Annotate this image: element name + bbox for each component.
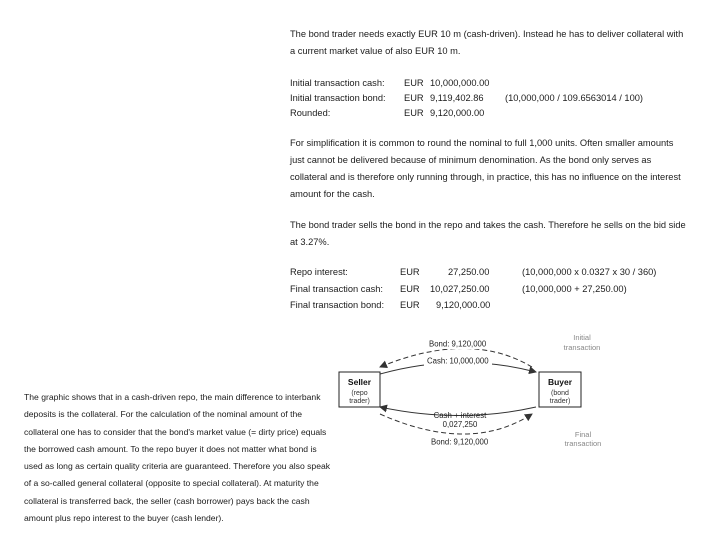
- initial-transaction-label-2: transaction: [563, 343, 601, 352]
- calc-label: Repo interest:: [290, 267, 348, 277]
- calc-label: Final transaction cash:: [290, 284, 384, 294]
- calc-amount: 27,250.00: [448, 267, 490, 277]
- calc-amount: 9,119,402.86: [430, 93, 484, 103]
- final-transaction-label: Final: [574, 430, 592, 439]
- calc-label: Initial transaction bond:: [290, 93, 386, 103]
- calc-currency: EUR: [404, 108, 424, 118]
- final-transaction-label-2: transaction: [564, 439, 602, 448]
- buyer-label: Buyer: [547, 377, 573, 387]
- calc-amount: 10,027,250.00: [430, 284, 490, 294]
- graphic-explanation: The graphic shows that in a cash-driven repo, the main difference to interbank deposits is the collateral. For the calculation of the nominal amount of the collateral one has to consider that the bond's market value (= dirty price) equals the borrowed cash amount. To the repo buyer it does not matter what bond is used as long as certain quality criteria are guaranteed. Therefore you also speak of a so-called general collateral (opposite to special collateral). At maturity the collateral is transferred back, the seller (cash borrower) pays back the cash amount plus repo interest to the buyer (cash lender).: [24, 392, 331, 524]
- calc-note: (10,000,000 + 27,250.00): [522, 284, 627, 294]
- calc-label: Initial transaction cash:: [290, 78, 385, 88]
- bond-top-label: Bond: 9,120,000: [429, 339, 487, 349]
- initial-transaction-label: Initial: [573, 333, 591, 342]
- calc-amount: 9,120,000.00: [430, 108, 485, 118]
- seller-sub-2: trader): [349, 398, 370, 405]
- bond-bottom-label: Bond: 9,120,000: [431, 437, 489, 447]
- calc-note: (10,000,000 / 109.6563014 / 100): [505, 93, 644, 103]
- sells-paragraph: The bond trader sells the bond in the repo and takes the cash. Therefore he sells on the bid side at 3.27%.: [290, 220, 686, 247]
- cash-interest-amount: 0,027,250: [442, 420, 478, 429]
- calc-label: Final transaction bond:: [290, 300, 385, 310]
- calc-label: Rounded:: [290, 108, 331, 118]
- seller-label: Seller: [347, 377, 372, 387]
- calc-amount: 10,000,000.00: [430, 78, 490, 88]
- calc-currency: EUR: [400, 300, 420, 310]
- cash-interest-label: Cash + interest: [433, 411, 487, 420]
- calc-currency: EUR: [400, 267, 420, 277]
- simplification-paragraph: For simplification it is common to round the nominal to full 1,000 units. Often smaller amounts just cannot be delivered because of minimum denomination. As the bond only serves as collateral and is therefore only running through, in practice, this has no influence on the interest amount for the cash.: [290, 138, 681, 199]
- calc-currency: EUR: [404, 93, 424, 103]
- calc-currency: EUR: [400, 284, 420, 294]
- buyer-sub-2: trader): [549, 398, 571, 405]
- calc-note: (10,000,000 x 0.0327 x 30 / 360): [522, 267, 657, 277]
- intro-paragraph: The bond trader needs exactly EUR 10 m (cash-driven). Instead he has to deliver collateral with a current market value of also EUR 10 m.: [290, 29, 684, 56]
- buyer-sub-1: (bond: [551, 390, 569, 397]
- calc-amount: 9,120,000.00: [436, 300, 491, 310]
- calc-currency: EUR: [404, 78, 424, 88]
- cash-top-label: Cash: 10,000,000: [427, 356, 489, 366]
- seller-sub-1: (repo: [351, 390, 368, 397]
